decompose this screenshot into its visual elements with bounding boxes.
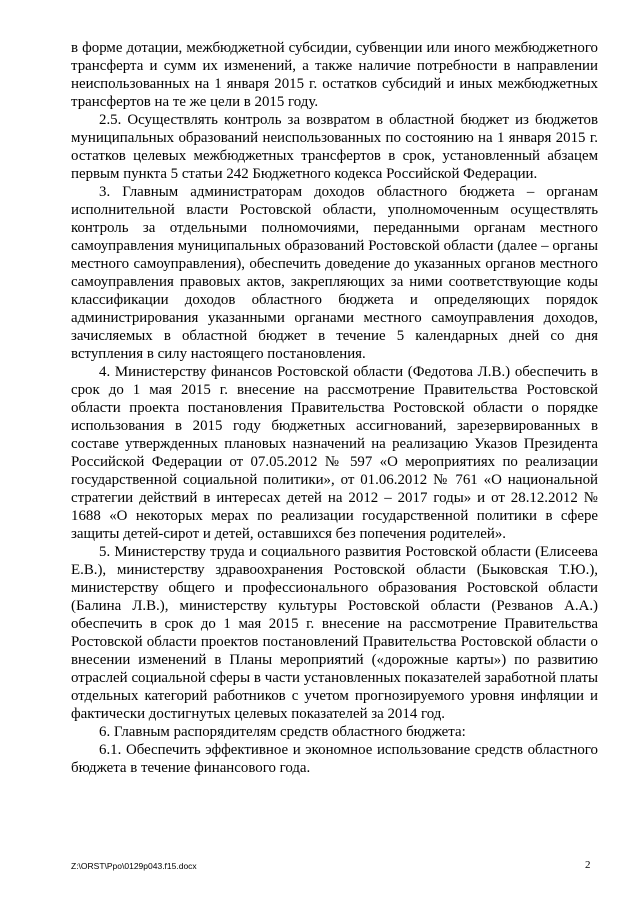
paragraph-5: 5. Министерству труда и социального развития Ростовской области (Елисеева Е.В.), министерству здравоохранения Ростовской области (Быковская Т.Ю.), министерству общего и профессионального образования Ростовской области (Балина Л.В.), министерству культуры Ростовской области (Резванов А.А.) обеспечить в срок до 1 мая 2015 г. внесение на рассмотрение Правительства Ростовской области проектов постановлений Правительства Ростовской области о внесении изменений в Планы мероприятий («дорожные карты») по развитию отраслей социальной сферы в части установленных показателей заработной платы отдельных категорий работников с учетом прогнозируемого уровня инфляции и фактически достигнутых целевых показателей за 2014 год. (71, 544, 598, 722)
paragraph-6-1: 6.1. Обеспечить эффективное и экономное использование средств областного бюджета в течение финансового года. (71, 742, 598, 776)
paragraph-6: 6. Главным распорядителям средств областного бюджета: (99, 724, 466, 740)
paragraph-continuation: в форме дотации, межбюджетной субсидии, субвенции или иного межбюджетного трансферта и сумм их изменений, а также наличие потребности в направлении неиспользованных на 1 января 2015 г. остатков субсидий и иных межбюджетных трансфертов на те же цели в 2015 году. (71, 40, 598, 110)
document-body (71, 39, 598, 777)
paragraph-2-5: 2.5. Осуществлять контроль за возвратом в областной бюджет из бюджетов муниципальных образований неиспользованных по состоянию на 1 января 2015 г. остатков целевых межбюджетных трансфертов в срок, установленный абзацем первым пункта 5 статьи 242 Бюджетного кодекса Российской Федерации. (71, 112, 598, 182)
footer-file-path: Z:\ORST\Ppo\0129p043.f15.docx (71, 861, 197, 871)
paragraph-4: 4. Министерству финансов Ростовской области (Федотова Л.В.) обеспечить в срок до 1 мая 2015 г. внесение на рассмотрение Правительства Ростовской области проекта постановления Правительства Ростовской области о порядке использования в 2015 году бюджетных ассигнований, зарезервированных в составе утвержденных плановых назначений на реализацию Указов Президента Российской Федерации от 07.05.2012 № 597 «О мероприятиях по реализации государственной социальной политики», от 01.06.2012 № 761 «О национальной стратегии действий в интересах детей на 2012 – 2017 годы» и от 28.12.2012 № 1688 «О некоторых мерах по реализации государственной политики в сфере защиты детей-сирот и детей, оставшихся без попечения родителей». (71, 364, 598, 542)
paragraph-3: 3. Главным администраторам доходов областного бюджета – органам исполнительной власти Ростовской области, уполномоченным осуществлять контроль за отдельными полномочиями, переданными органам местного самоуправления муниципальных образований Ростовской области (далее – органы местного самоуправления), обеспечить доведение до указанных органов местного самоуправления правовых актов, закрепляющих за ними соответствующие коды классификации доходов областного бюджета и определяющих порядок администрирования указанными органами местного самоуправления доходов, зачисляемых в областной бюджет в течение 5 календарных дней со дня вступления в силу настоящего постановления. (71, 184, 598, 362)
page-number: 2 (585, 859, 591, 871)
